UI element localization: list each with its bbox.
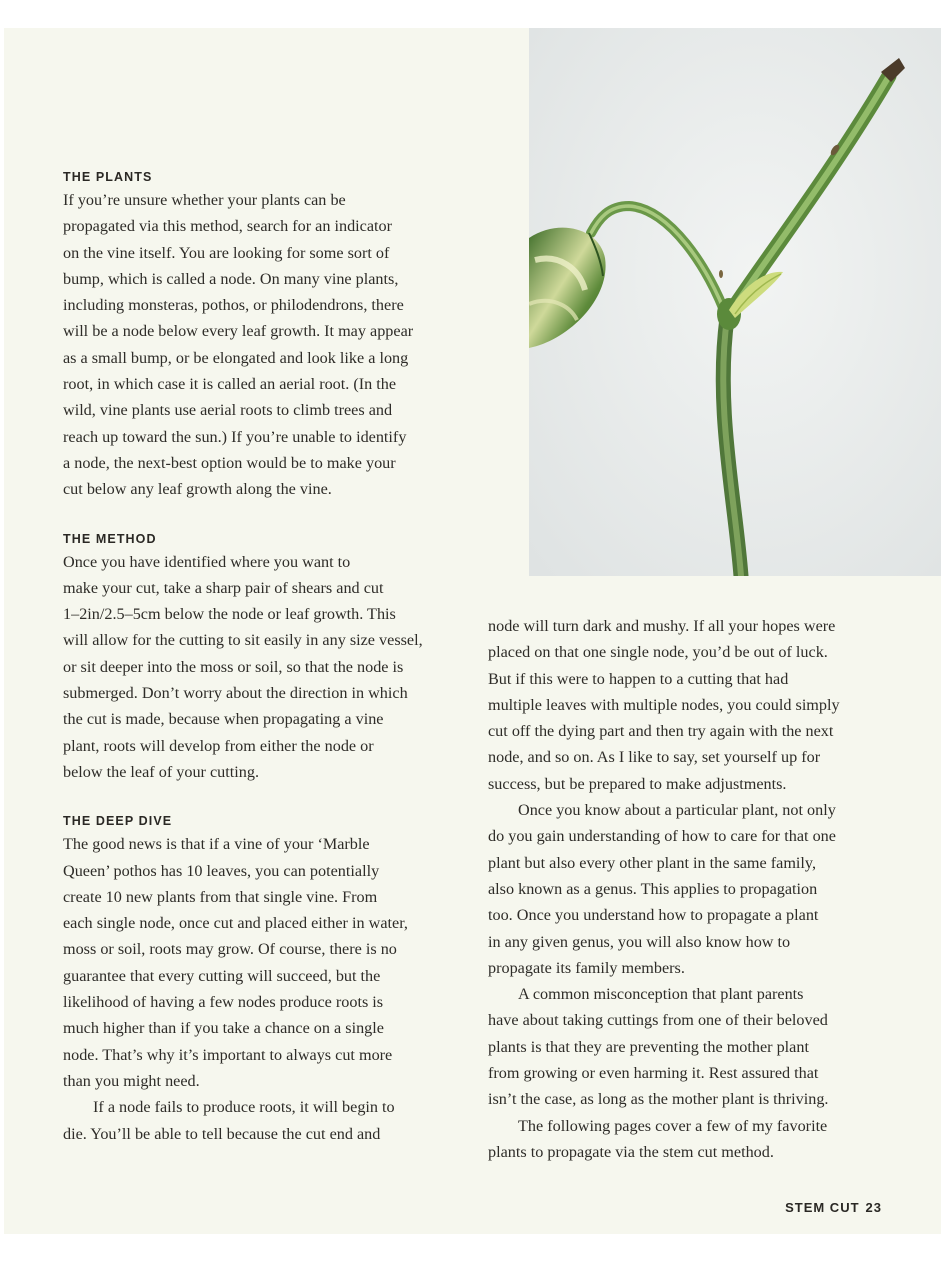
heading-the-deep-dive: THE DEEP DIVE bbox=[63, 814, 173, 829]
heading-the-method: THE METHOD bbox=[63, 531, 157, 546]
deep-dive-paragraph-2: If a node fails to produce roots, it will begin to die. You’ll be able to tell because the cut end and bbox=[63, 1098, 395, 1143]
method-paragraph: Once you have identified where you want to make your cut, take a sharp pair of shears and cut 1–2in/2.5–5cm below the node or leaf growth. This will allow for the cutting to sit easily in any size vessel, or sit deeper into the moss or soil, so that the node is submerged. Don’t worry about the direction in which the cut is made, because when propagating a vine plant, roots will develop from either the node or below the leaf of your cutting. bbox=[63, 552, 423, 781]
right-paragraph-1: node will turn dark and mushy. If all your hopes were placed on that one single node, you’d be out of luck. But if this were to happen to a cutting that had multiple leaves with multiple nodes, you could simply cut off the dying part and then try again with the next node, and so on. As I like to say, set yourself up for success, but be prepared to make adjustments. bbox=[488, 617, 840, 793]
right-paragraph-3: A common misconception that plant parents have about taking cuttings from one of their beloved plants is that they are preventing the mother plant from growing or even harming it. Rest assured that isn’t the case, as long as the mother plant is thriving. bbox=[488, 985, 829, 1109]
plants-paragraph: If you’re unsure whether your plants can be propagated via this method, search for an indicator on the vine itself. You are looking for some sort of bump, which is called a node. On many vine plants, including monsteras, pothos, or philodendrons, there will be a node below every leaf growth. It may appear as a small bump, or be elongated and look like a long root, in which case it is called an aerial root. (In the wild, vine plants use aerial roots to climb trees and reach up toward the sun.) If you’re unable to identify a node, the next-best option would be to make your cut below any leaf growth along the vine. bbox=[63, 191, 414, 499]
right-paragraph-4: The following pages cover a few of my favorite plants to propagate via the stem cut method. bbox=[488, 1116, 828, 1161]
right-column bbox=[488, 613, 888, 1165]
heading-the-plants: THE PLANTS bbox=[63, 170, 153, 184]
stem-cutting-illustration bbox=[529, 28, 941, 576]
deep-dive-paragraph-1: The good news is that if a vine of your ‘Marble Queen’ pothos has 10 leaves, you can potentially create 10 new plants from that single vine. From each single node, once cut and placed either in water, moss or soil, roots may grow. Of course, there is no guarantee that every cutting will succeed, but the likelihood of having a few nodes produce roots is much higher than if you take a chance on a single node. That’s why it’s important to always cut more than you might need. bbox=[63, 835, 408, 1090]
page-footer bbox=[785, 1200, 882, 1215]
right-paragraph-2: Once you know about a particular plant, not only do you gain understanding of how to care for that one plant but also every other plant in the same family, also known as a genus. This applies to propagation too. Once you understand how to propagate a plant in any given genus, you will also know how to propagate its family members. bbox=[488, 801, 836, 977]
page-number: 23 bbox=[865, 1200, 882, 1215]
plant-stem-photo bbox=[529, 28, 941, 576]
footer-section-name: STEM CUT bbox=[785, 1200, 860, 1215]
left-column bbox=[63, 167, 463, 1147]
